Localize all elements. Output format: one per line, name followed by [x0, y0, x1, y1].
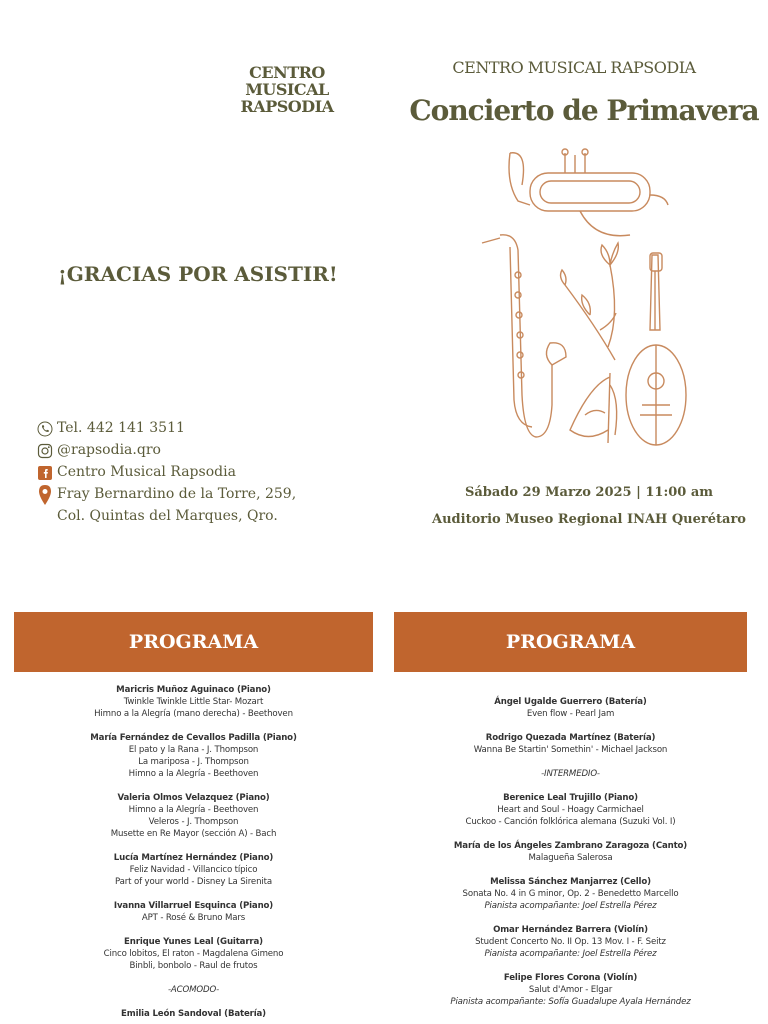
program-separator: -ACOMODO- — [167, 985, 220, 995]
saxophone-illustration — [482, 235, 566, 437]
program-list-left — [14, 672, 373, 1020]
program-item: Ivanna Villarruel Esquinca (Piano) APT - Rosé & Bruno Mars — [113, 901, 274, 923]
instruments-illustration — [470, 145, 700, 450]
contact-phone[interactable]: Tel. 442 141 3511 — [57, 420, 185, 436]
program-item: Lucía Martínez Hernández (Piano) Feliz Navidad - Villancico típico Part of your world - Disney La Sirenita — [113, 853, 274, 887]
instagram-icon — [36, 442, 54, 460]
program-separator: -INTERMEDIO- — [541, 769, 600, 779]
logo-line: MUSICAL — [245, 80, 329, 99]
contact-address-line2: Col. Quintas del Marques, Qro. — [57, 508, 278, 524]
program-item: María de los Ángeles Zambrano Zaragoza (Canto) Malagueña Salerosa — [453, 841, 688, 863]
contact-instagram[interactable]: @rapsodia.qro — [57, 442, 161, 458]
program-item: Berenice Leal Trujillo (Piano) Heart and Soul - Hoagy Carmichael Cuckoo - Canción folklórica alemana (Suzuki Vol. I) — [465, 793, 676, 827]
program-panel-right — [394, 612, 747, 1024]
logo-line: RAPSODIA — [240, 97, 334, 116]
contact-address-row-2 — [36, 508, 296, 530]
program-list-right — [394, 672, 747, 1008]
program-item: Ángel Ugalde Guerrero (Batería) Even flow - Pearl Jam — [494, 697, 647, 719]
program-item: Enrique Yunes Leal (Guitarra) Cinco lobitos, El raton - Magdalena Gimeno Binbli, bonbolo - Raul de frutos — [103, 937, 284, 971]
program-item: Omar Hernández Barrera (Violín) Student Concerto No. II Op. 13 Mov. I - F. Seitz Pianista acompañante: Joel Estrella Pérez — [475, 925, 666, 959]
phone-icon — [36, 420, 54, 438]
contact-facebook[interactable]: Centro Musical Rapsodia — [57, 464, 236, 480]
contact-address-row — [36, 486, 296, 508]
program-item: Maricris Muñoz Aguinaco (Piano) Twinkle Twinkle Little Star- Mozart Himno a la Alegría (mano derecha) - Beethoven — [94, 685, 293, 719]
concert-date: Sábado 29 Marzo 2025 | 11:00 am — [464, 485, 714, 500]
mandolin-illustration — [626, 253, 686, 445]
program-item: Valeria Olmos Velazquez (Piano) Himno a la Alegría - Beethoven Veleros - J. Thompson Musette en Re Mayor (sección A) - Bach — [110, 793, 277, 839]
cover-brand: CENTRO MUSICAL RAPSODIA — [452, 58, 696, 77]
program-item: Rodrigo Quezada Martínez (Batería) Wanna Be Startin' Somethin' - Michael Jackson — [473, 733, 668, 755]
program-panel-left — [14, 612, 373, 1024]
program-item: Emilia León Sandoval (Batería) — [121, 1009, 266, 1019]
tuba-illustration — [509, 149, 668, 236]
concert-title: Concierto de Primavera — [409, 94, 759, 127]
program-header-left: PROGRAMA — [14, 612, 373, 672]
concert-venue: Auditorio Museo Regional INAH Querétaro — [432, 512, 746, 527]
brand-logo — [232, 64, 342, 115]
thanks-heading: ¡GRACIAS POR ASISTIR! — [58, 262, 338, 286]
contact-address-line1: Fray Bernardino de la Torre, 259, — [57, 486, 297, 502]
contact-info — [36, 420, 296, 530]
butterfly-illustration — [570, 373, 617, 443]
contact-instagram-row — [36, 442, 296, 464]
flower-illustration — [561, 243, 619, 360]
program-item: Felipe Flores Corona (Violín) Salut d'Amor - Elgar Pianista acompañante: Sofía Guadalupe Ayala Hernández — [450, 973, 691, 1007]
program-header-right: PROGRAMA — [394, 612, 747, 672]
program-item: María Fernández de Cevallos Padilla (Piano) El pato y la Rana - J. Thompson La mariposa - J. Thompson Himno a la Alegría - Beethoven — [90, 733, 297, 779]
program-item: Melissa Sánchez Manjarrez (Cello) Sonata No. 4 in G minor, Op. 2 - Benedetto Marcello Pianista acompañante: Joel Estrella Pérez — [462, 877, 679, 911]
location-pin-icon — [36, 486, 54, 504]
logo-line: CENTRO — [249, 63, 325, 82]
facebook-icon — [36, 464, 54, 482]
contact-phone-row — [36, 420, 296, 442]
contact-facebook-row — [36, 464, 296, 486]
